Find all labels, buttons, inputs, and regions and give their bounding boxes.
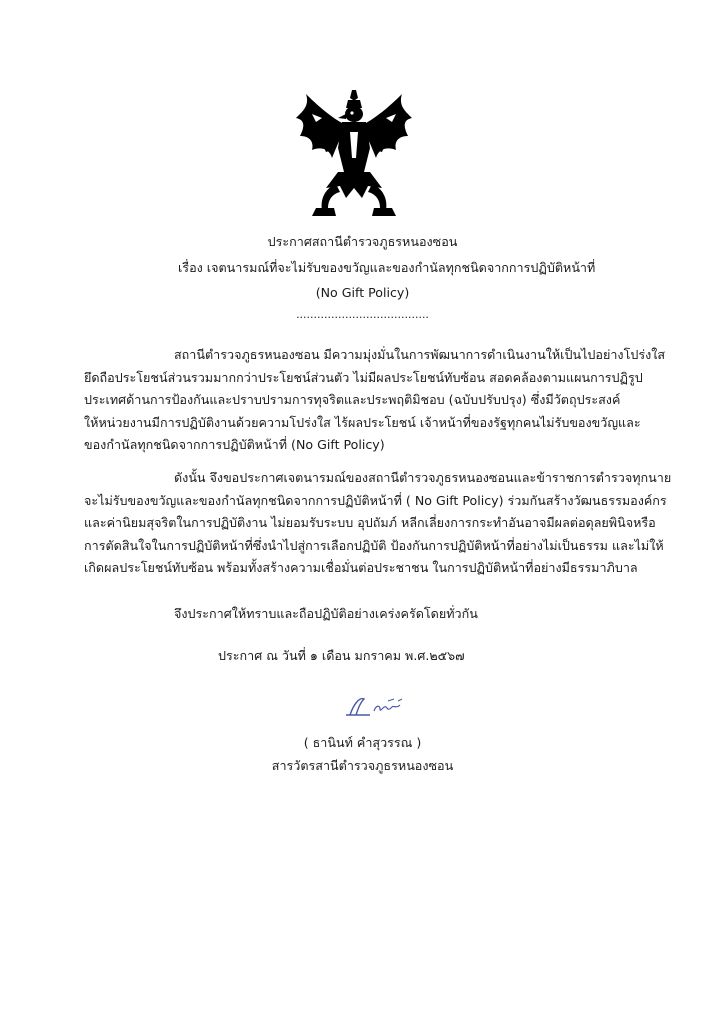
header-divider: ...................................... [296,308,429,321]
announcement-subtitle: (No Gift Policy) [315,285,410,300]
paragraph-1-line: สถานีตำรวจภูธรหนองซอน มีความมุ่งมั่นในการพัฒนาการดำเนินงานให้เป็นไปอย่างโปร่งใส [174,347,666,362]
paragraph-2-line: เกิดผลประโยชน์ทับซ้อน พร้อมทั้งสร้างความเชื่อมั่นต่อประชาชน ในการปฏิบัติหน้าที่อย่างมีธรรมาภิบาล [84,560,638,576]
paragraph-1-line: ประเทศด้านการป้องกันและปราบปรามการทุจริตและประพฤติมิชอบ (ฉบับปรับปรุง) ซึ่งมีวัตถุประสงค์ [84,392,621,408]
paragraph-1-line: ให้หน่วยงานมีการปฏิบัติงานด้วยความโปร่งใส ไร้ผลประโยชน์ เจ้าหน้าที่ของรัฐทุกคนไม่รับของขวัญและ [84,414,641,430]
announcement-title: ประกาศสถานีตำรวจภูธรหนองซอน [267,234,458,249]
paragraph-1-line: ยึดถือประโยชน์ส่วนรวมมากกว่าประโยชน์ส่วนตัว ไม่มีผลประโยชน์ทับซ้อน สอดคล้องตามแผนการปฏิรูป [84,369,643,385]
paragraph-2 [84,467,672,580]
handwritten-signature [340,693,410,719]
date-line: ประกาศ ณ วันที่ ๑ เดือน มกราคม พ.ศ.๒๕๖๗ [218,648,465,663]
announcement-subject: เรื่อง เจตนารมณ์ที่จะไม่รับของขวัญและของกำนัลทุกชนิดจากการปฏิบัติหน้าที่ [178,260,596,275]
garuda-emblem-icon [292,88,416,220]
paragraph-2-line: และค่านิยมสุจริตในการปฏิบัติงาน ไม่ยอมรับระบบ อุปถัมภ์ หลีกเลี่ยงการกระทำอันอาจมีผลต่อดุลยพินิจหรือ [84,515,656,531]
paragraph-2-line: การตัดสินใจในการปฏิบัติหน้าที่ซึ่งนำไปสู่การเลือกปฏิบัติ ป้องกันการปฏิบัติหน้าที่อย่างไม่เป็นธรรม และไม่ให้ [84,537,664,553]
closing-statement: จึงประกาศให้ทราบและถือปฏิบัติอย่างเคร่งครัดโดยทั่วกัน [174,606,478,621]
signer-name: ( ธานินท์ คำสุวรรณ ) [303,735,422,750]
paragraph-2-line: จะไม่รับของขวัญและของกำนัลทุกชนิดจากการปฏิบัติหน้าที่ ( No Gift Policy) ร่วมกันสร้างวัฒนธรรมองค์กร [84,492,667,508]
signer-title: สารวัตรสานีตำรวจภูธรหนองซอน [271,758,454,773]
paragraph-1-line: ของกำนัลทุกชนิดจากการปฏิบัติหน้าที่ (No Gift Policy) [84,437,385,453]
paragraph-2-line: ดังนั้น จึงขอประกาศเจตนารมณ์ของสถานีตำรวจภูธรหนองซอนและข้าราชการตำรวจทุกนาย [174,470,672,485]
paragraph-1 [84,344,666,457]
